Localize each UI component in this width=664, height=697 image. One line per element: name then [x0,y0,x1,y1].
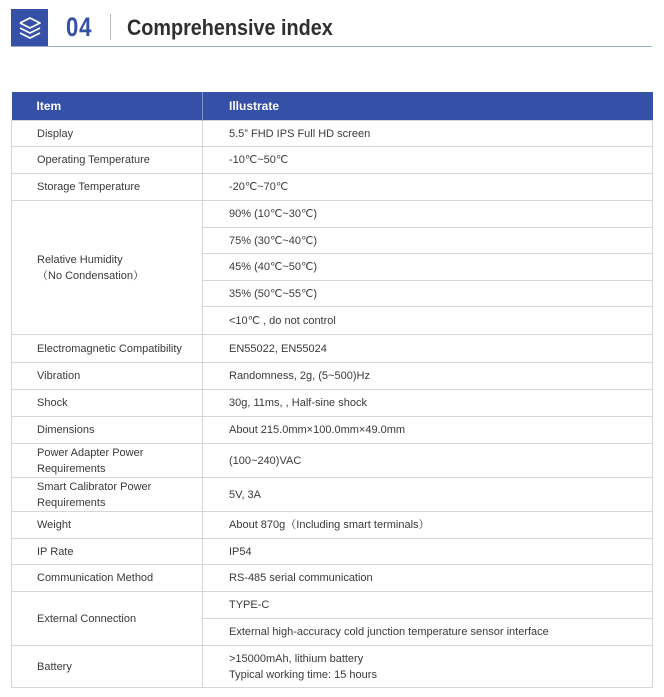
row-value: TYPE-C [203,592,653,619]
row-label: Shock [12,390,203,417]
row-label: External Connection [12,592,203,646]
row-value: About 870g（Including smart terminals） [203,512,653,539]
row-label: Storage Temperature [12,174,203,201]
row-value: 45% (40℃~50℃) [203,254,653,281]
row-value-battery [203,646,653,688]
table-row [12,121,653,147]
table-row [12,444,653,478]
row-value: 75% (30℃~40℃) [203,228,653,254]
header-rule [11,46,652,47]
table-row [12,646,653,688]
table-row [12,201,653,228]
row-value: -20℃~70℃ [203,174,653,201]
row-label: Vibration [12,363,203,390]
table-row [12,335,653,363]
row-label: Display [12,121,203,147]
section-number: 04 [66,12,93,42]
column-header-illustrate: Illustrate [203,92,653,121]
row-value: EN55022, EN55024 [203,335,653,363]
section-header [0,0,664,48]
table-row [12,390,653,417]
header-divider [110,14,111,40]
row-value: <10℃ , do not control [203,307,653,335]
row-value: (100~240)VAC [203,444,653,478]
row-value: 30g, 11ms, , Half-sine shock [203,390,653,417]
row-label: Communication Method [12,565,203,592]
row-label-line: （No Condensation） [37,269,145,282]
row-label-line: Relative Humidity [37,253,123,266]
table-row [12,539,653,565]
row-value: 5V, 3A [203,478,653,512]
row-label: Smart Calibrator Power Requirements [12,478,203,512]
row-value: 90% (10℃~30℃) [203,201,653,228]
table-row [12,565,653,592]
row-label: Power Adapter Power Requirements [12,444,203,478]
row-value: External high-accuracy cold junction temperature sensor interface [203,619,653,646]
stack-layers-glyph [17,15,43,41]
table-header-row [12,92,653,121]
row-label: Electromagnetic Compatibility [12,335,203,363]
column-header-item: Item [12,92,203,121]
table-row [12,147,653,174]
row-label: Weight [12,512,203,539]
row-value: IP54 [203,539,653,565]
page-title: Comprehensive index [127,15,333,40]
table-row [12,363,653,390]
row-label: Battery [12,646,203,688]
row-value: Randomness, 2g, (5~500)Hz [203,363,653,390]
table-row [12,478,653,512]
row-value: 35% (50℃~55℃) [203,281,653,307]
row-value: RS-485 serial communication [203,565,653,592]
row-value-line: >15000mAh, lithium battery [229,652,364,665]
row-label: Dimensions [12,417,203,444]
row-value: 5.5” FHD IPS Full HD screen [203,121,653,147]
row-value: -10℃~50℃ [203,147,653,174]
stack-layers-icon [11,9,48,46]
row-value: About 215.0mm×100.0mm×49.0mm [203,417,653,444]
row-label: IP Rate [12,539,203,565]
table-row [12,174,653,201]
row-label-relative-humidity [12,201,203,335]
table-row [12,512,653,539]
row-value-line: Typical working time: 15 hours [229,668,377,681]
table-row [12,592,653,619]
row-label: Operating Temperature [12,147,203,174]
table-row [12,417,653,444]
spec-table [11,92,653,688]
